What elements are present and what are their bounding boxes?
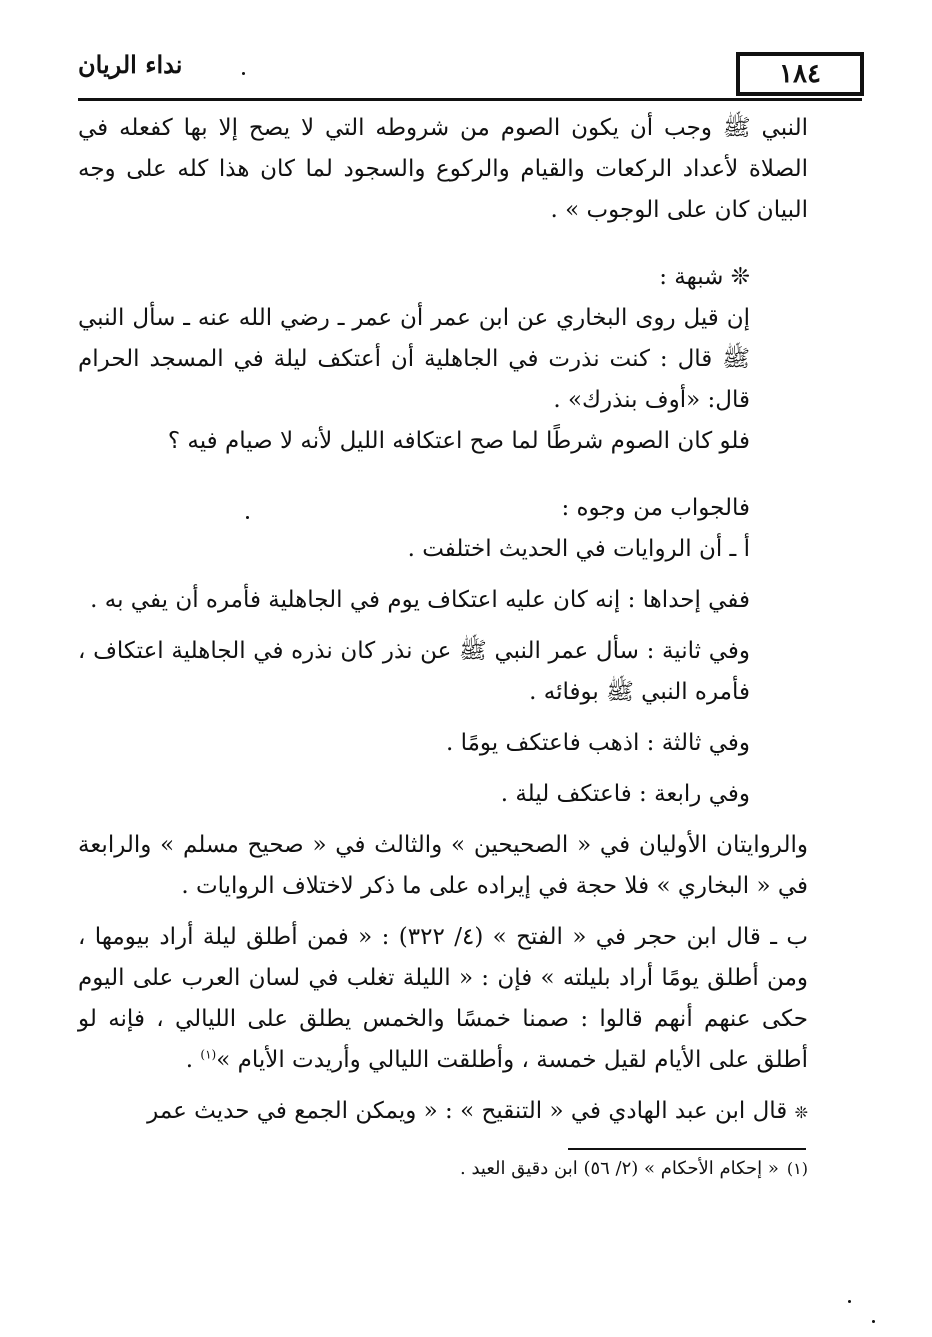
footnote [78, 1154, 808, 1184]
paragraph: أ ـ أن الروايات في الحديث اختلفت . [407, 536, 750, 562]
paragraph: وفي ثالثة : اذهب فاعتكف يومًا . [445, 730, 750, 756]
paragraph: وفي ثانية : سأل عمر النبي ﷺ عن نذر كان نذره في الجاهلية اعتكاف ، فأمره النبي ﷺ بوفائه . [78, 638, 750, 705]
paragraph: إن قيل روى البخاري عن ابن عمر أن عمر ـ رضي الله عنه ـ سأل النبي ﷺ قال : كنت نذرت في الجاهلية أن أعتكف ليلة في المسجد الحرام قال: «أوف بنذرك» . [78, 305, 750, 413]
paragraph: وفي رابعة : فاعتكف ليلة . [500, 781, 750, 807]
paragraph: فلو كان الصوم شرطًا لما صح اعتكافه الليل لأنه لا صيام فيه ؟ [167, 428, 750, 454]
paragraph-text: قال ابن عبد الهادي في « التنقيح » : « ويمكن الجمع في حديث عمر [147, 1098, 788, 1124]
header-rule [78, 98, 862, 101]
ink-speck [246, 516, 249, 519]
asterisk-icon: ❊ [794, 1103, 808, 1122]
paragraph: ففي إحداها : إنه كان عليه اعتكاف يوم في الجاهلية فأمره أن يفي به . [90, 587, 750, 613]
footnote-marker: (١) [786, 1159, 808, 1178]
ink-speck [872, 1320, 875, 1323]
footnote-reference: (١) [200, 1047, 217, 1062]
section-heading: ❊ شبهة : [659, 264, 750, 290]
running-title: نداء الريان [78, 50, 183, 79]
paragraph: والروايتان الأوليان في « الصحيحين » والثالث في « صحيح مسلم » والرابعة في « البخاري » فلا حجة في إيراده على ما ذكر لاختلاف الروايات . [78, 832, 808, 899]
paragraph-text: ب ـ قال ابن حجر في « الفتح » (٤/ ٣٢٢) : « فمن أطلق ليلة أراد بيومها ، ومن أطلق يومًا أراد بليلته » فإن : « الليلة تغلب في لسان العرب على اليوم حكى عنهم أنهم قالوا : صمنا خمسًا والخمس يطلق على الليالي ، فإنه لو أطلق على الأيام لقيل خمسة ، وأطلقت الليالي وأريدت الأيام » [78, 924, 809, 1073]
footnote-text: « إحكام الأحكام » (٢/ ٥٦) ابن دقيق العيد . [460, 1158, 779, 1179]
page-number: ١٨٤ [736, 52, 864, 96]
paragraph: النبي ﷺ وجب أن يكون الصوم من شروطه التي لا يصح إلا بها كفعله في الصلاة لأعداد الركعات والقيام والركوع والسجود لما كان هذا كله على وجه البيان كان على الوجوب » . [78, 115, 808, 223]
ink-speck [848, 1300, 851, 1303]
paragraph [78, 1091, 808, 1133]
paragraph: ب ـ قال ابن حجر في « الفتح » (٤/ ٣٢٢) : « فمن أطلق ليلة أراد بيومها ، ومن أطلق يومًا أراد بليلته » فإن : « الليلة تغلب في لسان العرب على اليوم حكى عنهم أنهم قالوا : صمنا خمسًا والخمس يطلق على الليالي ، فإنه لو أطلق على الأيام لقيل خمسة ، وأطلقت الليالي وأريدت الأيام »$^{(١)}$ . [78, 924, 809, 1073]
footnote-rule [568, 1148, 806, 1150]
body-text [78, 108, 808, 1133]
paragraph: فالجواب من وجوه : [561, 495, 750, 521]
ink-speck [242, 72, 245, 75]
page-header [70, 40, 862, 105]
